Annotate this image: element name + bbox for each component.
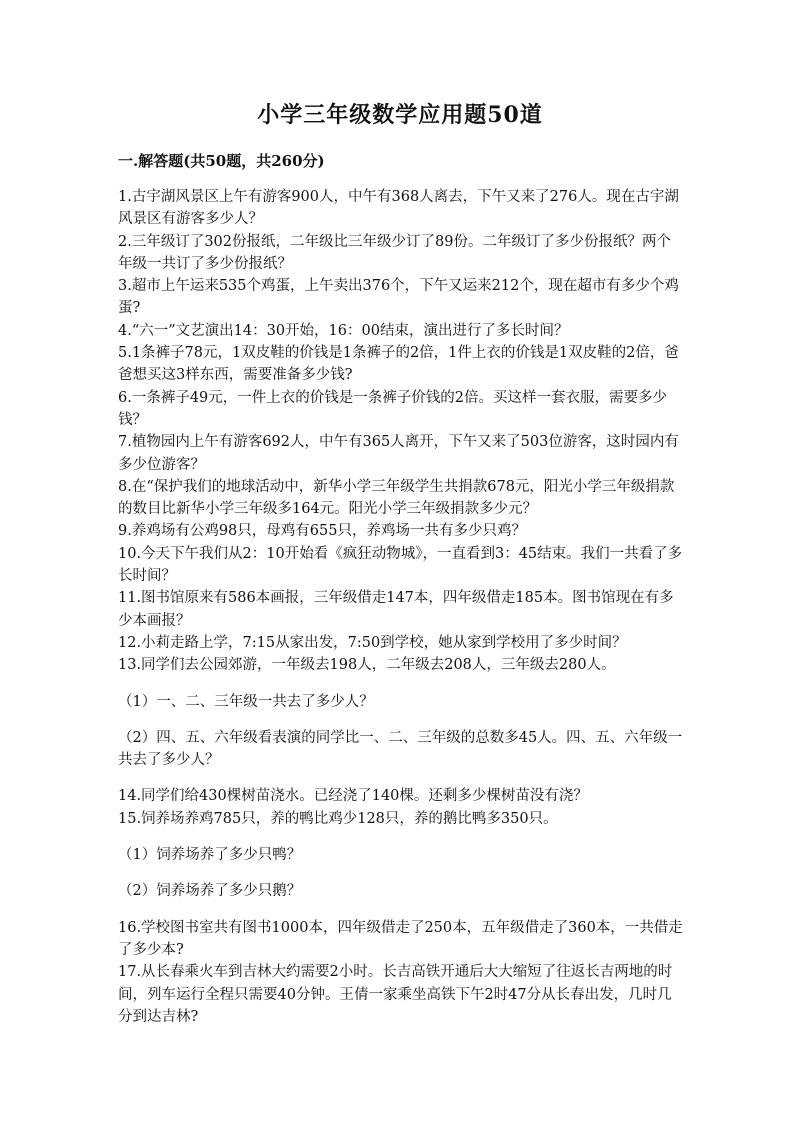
question-17: 17.从长春乘火车到吉林大约需要2小时。长吉高铁开通后大大缩短了往返长吉两地的时间，列车运行全程只需要40分钟。王倩一家乘坐高铁下午2时47分从长春出发，几时几分到达吉林? — [118, 964, 673, 1025]
question-11: 11.图书馆原来有586本画报，三年级借走147本，四年级借走185本。图书馆现在有多少本画报？ — [118, 590, 674, 629]
question-15: 15.饲养场养鸡785只，养的鸭比鸡少128只，养的鹅比鸭多350只。 — [118, 810, 558, 827]
question-7: 7.植物园内上午有游客692人，中午有365人离开，下午又来了503位游客，这时园内有多少位游客？ — [118, 434, 679, 473]
question-15-part-2: （2）饲养场养了多少只鹅？ — [118, 883, 302, 900]
question-13-part-2: （2）四、五、六年级看表演的同学比一、二、三年级的总数多45人。四、五、六年级一共去了多少人？ — [118, 729, 683, 769]
question-8: 8.在“保护我们的地球活动中，新华小学三年级学生共捐款678元，阳光小学三年级捐款的数目比新华小学三年级多164元。阳光小学三年级捐款多少元？ — [118, 478, 675, 518]
section-header: 一.解答题(共50题，共260分) — [118, 152, 325, 170]
question-15-part-1: （1）饲养场养了多少只鸭？ — [118, 847, 302, 864]
question-3: 3.超市上午运来535个鸡蛋，上午卖出376个，下午又运来212个，现在超市有多少个鸡蛋? — [118, 278, 679, 317]
question-14: 14.同学们给430棵树苗浇水。已经浇了140棵。还剩多少棵树苗没有浇？ — [118, 788, 588, 805]
question-6: 6.一条裤子49元，一件上衣的价钱是一条裤子价钱的2倍。买这样一套衣服，需要多少钱？ — [118, 389, 668, 428]
question-1: 1.古宇湖风景区上午有游客900人，中午有368人离去，下午又来了276人。现在古宇湖风景区有游客多少人？ — [118, 189, 679, 228]
question-12: 12.小莉走路上学，7:15从家出发，7:50到学校，她从家到学校用了多少时间？ — [118, 634, 627, 651]
question-10: 10.今天下午我们从2：10开始看《疯狂动物城》，一直看到3：45结束。我们一共看了多长时间？ — [118, 545, 683, 585]
question-2: 2.三年级订了302份报纸，二年级比三年级少订了89份。二年级订了多少份报纸？两个年级一共订了多少份报纸？ — [118, 233, 671, 272]
question-4: 4.“六一”文艺演出14：30开始，16：00结束，演出进行了多长时间？ — [118, 322, 569, 339]
page-title: 小学三年级数学应用题50道 — [257, 102, 543, 128]
question-13: 13.同学们去公园郊游，一年级去198人，二年级去208人，三年级去280人。 — [118, 657, 616, 674]
question-9: 9.养鸡场有公鸡98只，母鸡有655只，养鸡场一共有多少只鸡？ — [118, 523, 526, 540]
question-13-part-1: （1）一、二、三年级一共去了多少人？ — [118, 693, 374, 710]
question-list — [118, 186, 684, 1028]
question-16: 16.学校图书室共有图书1000本，四年级借走了250本，五年级借走了360本，一共借走了多少本? — [118, 919, 683, 958]
question-5: 5.1条裤子78元，1双皮鞋的价钱是1条裤子的2倍，1件上衣的价钱是1双皮鞋的2倍，爸爸想买这3样东西，需要准备多少钱? — [118, 345, 679, 384]
